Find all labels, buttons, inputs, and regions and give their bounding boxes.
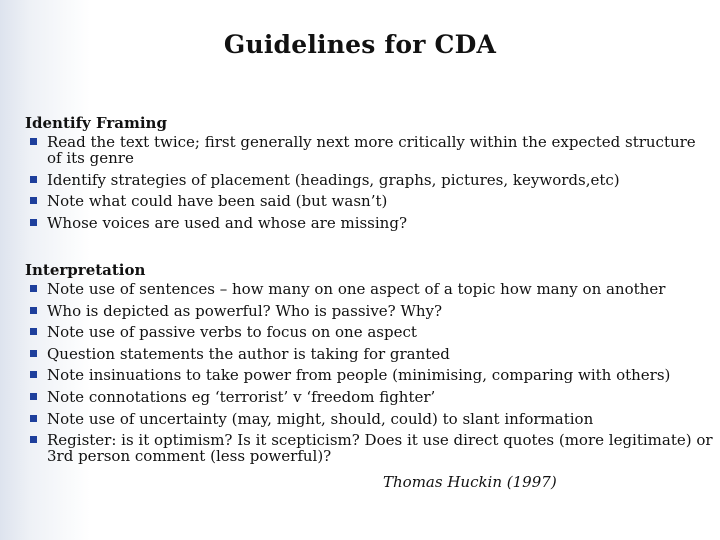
citation: Thomas Huckin (1997)	[383, 473, 557, 491]
list-item: Note connotations eg ‘terrorist’ v ‘freedom fighter’	[25, 389, 715, 405]
bullet-list	[25, 134, 715, 231]
section-identify-framing	[25, 113, 715, 236]
list-item: Whose voices are used and whose are missing?	[25, 215, 715, 231]
square-bullet-icon	[30, 307, 37, 314]
list-item: Who is depicted as powerful? Who is passive? Why?	[25, 303, 715, 319]
section-heading: Interpretation	[25, 261, 146, 279]
square-bullet-icon	[30, 197, 37, 204]
square-bullet-icon	[30, 415, 37, 422]
bullet-list	[25, 281, 715, 464]
square-bullet-icon	[30, 371, 37, 378]
list-item: Note what could have been said (but wasn’t)	[25, 193, 715, 209]
square-bullet-icon	[30, 436, 37, 443]
square-bullet-icon	[30, 176, 37, 183]
list-item: Identify strategies of placement (headings, graphs, pictures, keywords,etc)	[25, 172, 715, 188]
list-item: Note use of passive verbs to focus on one aspect	[25, 324, 715, 340]
square-bullet-icon	[30, 138, 37, 145]
square-bullet-icon	[30, 219, 37, 226]
square-bullet-icon	[30, 393, 37, 400]
list-item: Note insinuations to take power from people (minimising, comparing with others)	[25, 367, 715, 383]
square-bullet-icon	[30, 350, 37, 357]
section-interpretation	[25, 260, 715, 470]
square-bullet-icon	[30, 328, 37, 335]
slide-title: Guidelines for CDA	[223, 30, 497, 59]
list-item: Read the text twice; first generally next more critically within the expected structure of its genre	[25, 134, 715, 166]
section-heading: Identify Framing	[25, 114, 167, 132]
list-item: Question statements the author is taking for granted	[25, 346, 715, 362]
list-item: Note use of sentences – how many on one aspect of a topic how many on another	[25, 281, 715, 297]
list-item: Note use of uncertainty (may, might, should, could) to slant information	[25, 411, 715, 427]
square-bullet-icon	[30, 285, 37, 292]
list-item: Register: is it optimism? Is it scepticism? Does it use direct quotes (more legitimate) or 3rd person comment (less powerful)?	[25, 432, 715, 464]
